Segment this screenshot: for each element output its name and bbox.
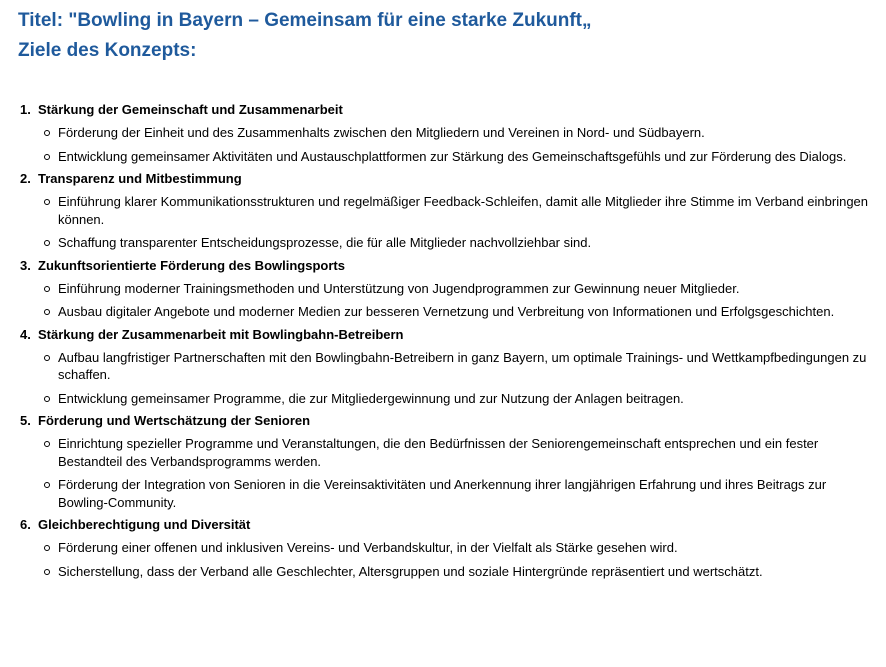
goal-section [20,102,886,165]
circle-bullet-icon [44,441,50,447]
bullet-list [38,280,886,321]
circle-bullet-icon [44,130,50,136]
goals-list [18,102,886,580]
list-item: Förderung der Integration von Senioren in die Vereinsaktivitäten und Anerkennung ihrer langjährigen Erfahrung und ihres Beitrags zur Bowling-Community. [58,476,886,511]
list-item: Aufbau langfristiger Partnerschaften mit den Bowlingbahn-Betreibern in ganz Bayern, um optimale Trainings- und Wettkampfbedingungen zu schaffen. [58,349,886,384]
goal-section [20,517,886,580]
circle-bullet-icon [44,154,50,160]
bullet-list [38,193,886,252]
section-title: Stärkung der Gemeinschaft und Zusammenarbeit [38,102,343,117]
section-title: Transparenz und Mitbestimmung [38,171,242,186]
section-number: 1. [20,102,31,117]
bullet-list [38,124,886,165]
section-number: 3. [20,257,31,273]
goal-section [20,326,886,408]
section-title: Förderung und Wertschätzung der Senioren [38,413,311,428]
circle-bullet-icon [44,355,50,361]
section-title: Stärkung der Zusammenarbeit mit Bowlingbahn-Betreibern [38,326,404,342]
list-item: Ausbau digitaler Angebote und moderner Medien zur besseren Vernetzung und Verbreitung von Informationen und Erfolgsgeschichten. [58,303,886,321]
list-item: Entwicklung gemeinsamer Programme, die zur Mitgliedergewinnung und zur Nutzung der Anlagen beitragen. [58,390,886,408]
section-title: Zukunftsorientierte Förderung des Bowlingsports [38,257,345,273]
circle-bullet-icon [44,240,50,246]
list-item: Sicherstellung, dass der Verband alle Geschlechter, Altersgruppen und soziale Hintergründe repräsentiert und wertschätzt. [58,563,886,581]
bullet-list [38,435,886,511]
goal-section [20,171,886,252]
list-item: Förderung einer offenen und inklusiven Vereins- und Verbandskultur, in der Vielfalt als Stärke gesehen wird. [58,539,886,557]
section-number: 2. [20,171,31,186]
circle-bullet-icon [44,286,50,292]
list-item: Einrichtung spezieller Programme und Veranstaltungen, die den Bedürfnissen der Seniorengemeinschaft entsprechen und ein fester Bestandteil des Verbandsprogramms werden. [58,435,886,470]
goal-section [20,257,886,321]
list-item: Einführung moderner Trainingsmethoden und Unterstützung von Jugendprogrammen zur Gewinnung neuer Mitglieder. [58,280,886,298]
circle-bullet-icon [44,396,50,402]
bullet-list [38,349,886,408]
circle-bullet-icon [44,569,50,575]
section-number: 5. [20,413,31,428]
section-number: 6. [20,517,31,532]
goals-heading: Ziele des Konzepts: [18,40,197,61]
list-item: Förderung der Einheit und des Zusammenhalts zwischen den Mitgliedern und Vereinen in Nord- und Südbayern. [58,124,886,142]
list-item: Entwicklung gemeinsamer Aktivitäten und Austauschplattformen zur Stärkung des Gemeinschaftsgefühls und zur Förderung des Dialogs. [58,148,886,166]
document-title: Titel: "Bowling in Bayern – Gemeinsam für eine starke Zukunft„ [18,10,592,31]
circle-bullet-icon [44,482,50,488]
bullet-list [38,539,886,580]
section-title: Gleichberechtigung und Diversität [38,517,251,532]
circle-bullet-icon [44,545,50,551]
goal-section [20,413,886,511]
section-number: 4. [20,326,31,342]
list-item: Schaffung transparenter Entscheidungsprozesse, die für alle Mitglieder nachvollziehbar sind. [58,234,886,252]
circle-bullet-icon [44,309,50,315]
list-item: Einführung klarer Kommunikationsstrukturen und regelmäßiger Feedback-Schleifen, damit alle Mitglieder ihre Stimme im Verband einbringen können. [58,193,886,228]
circle-bullet-icon [44,199,50,205]
